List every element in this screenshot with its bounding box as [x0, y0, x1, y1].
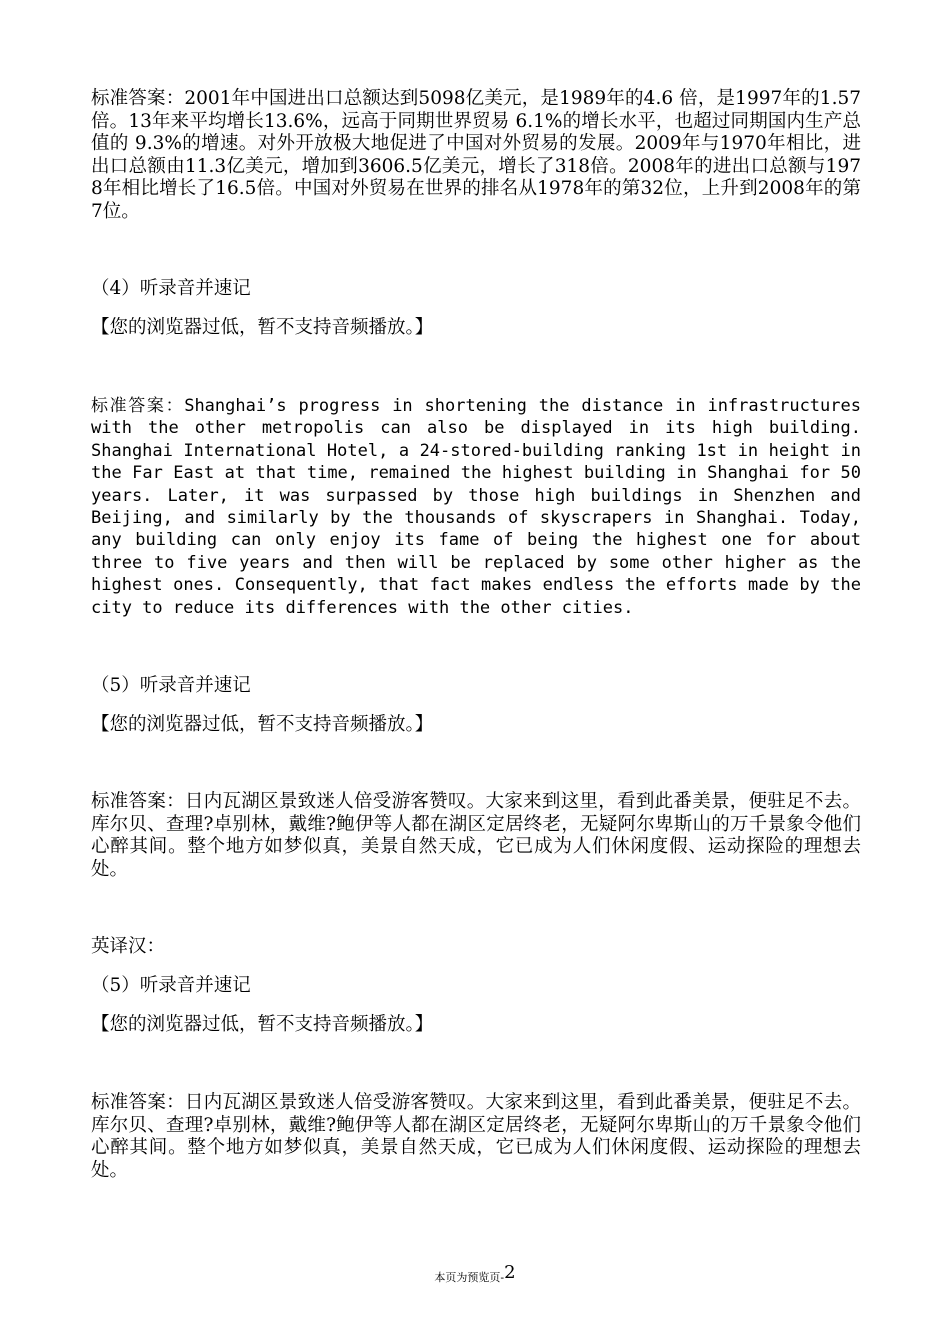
- page-footer: [0, 1262, 950, 1288]
- section-heading-5: （5）听录音并速记: [91, 675, 251, 696]
- section-heading-5: （5）听录音并速记: [91, 975, 251, 996]
- answer-paragraph-geneva: 标准答案：日内瓦湖区景致迷人倍受游客赞叹。大家来到这里，看到此番美景，便驻足不去。库尔贝、查理?卓别林，戴维?鲍伊等人都在湖区定居终老，无疑阿尔卑斯山的万千景象令他们心醉其间。整个地方如梦似真，美景自然天成，它已成为人们休闲度假、运动探险的理想去处。: [91, 791, 861, 880]
- page-number: 2: [504, 1262, 516, 1283]
- section-title-en-to-zh: 英译汉：: [91, 936, 166, 957]
- audio-unsupported-notice: 【您的浏览器过低，暂不支持音频播放。】: [91, 714, 434, 735]
- audio-unsupported-notice: 【您的浏览器过低，暂不支持音频播放。】: [91, 317, 434, 338]
- answer-paragraph-shanghai: 标准答案：Shanghai’s progress in shortening the distance in infrastructures with the other metropolis can also be displayed in its high building. Shanghai International Hotel, a 24-stored-building ranking 1st in height in the Far East at that time, remained the highest building in Shanghai for 50 years. Later, it was surpassed by those high buildings in Shenzhen and Beijing, and similarly by the thousands of skyscrapers in Shanghai. Today, any building can only enjoy its fame of being the highest one for about three to five years and then will be replaced by some other higher as the highest ones. Consequently, that fact makes endless the efforts made by the city to reduce its differences with the other cities.: [91, 396, 861, 618]
- preview-label: 本页为预览页-: [434, 1271, 505, 1284]
- answer-paragraph-trade: 标准答案：2001年中国进出口总额达到5098亿美元，是1989年的4.6 倍，是1997年的1.57倍。13年来平均增长13.6%，远高于同期世界贸易 6.1%的增长水平，也超过同期国内生产总值的 9.3%的增速。对外开放极大地促进了中国对外贸易的发展。2009年与1970年相比，进出口总额由11.3亿美元，增加到3606.5亿美元，增长了318倍。2008年的进出口总额与1978年相比增长了16.5倍。中国对外贸易在世界的排名从1978年的第32位，上升到2008年的第7位。: [91, 88, 861, 222]
- audio-unsupported-notice: 【您的浏览器过低，暂不支持音频播放。】: [91, 1014, 434, 1035]
- answer-paragraph-geneva: 标准答案：日内瓦湖区景致迷人倍受游客赞叹。大家来到这里，看到此番美景，便驻足不去。库尔贝、查理?卓别林，戴维?鲍伊等人都在湖区定居终老，无疑阿尔卑斯山的万千景象令他们心醉其间。整个地方如梦似真，美景自然天成，它已成为人们休闲度假、运动探险的理想去处。: [91, 1092, 861, 1181]
- section-heading-4: （4）听录音并速记: [91, 278, 251, 299]
